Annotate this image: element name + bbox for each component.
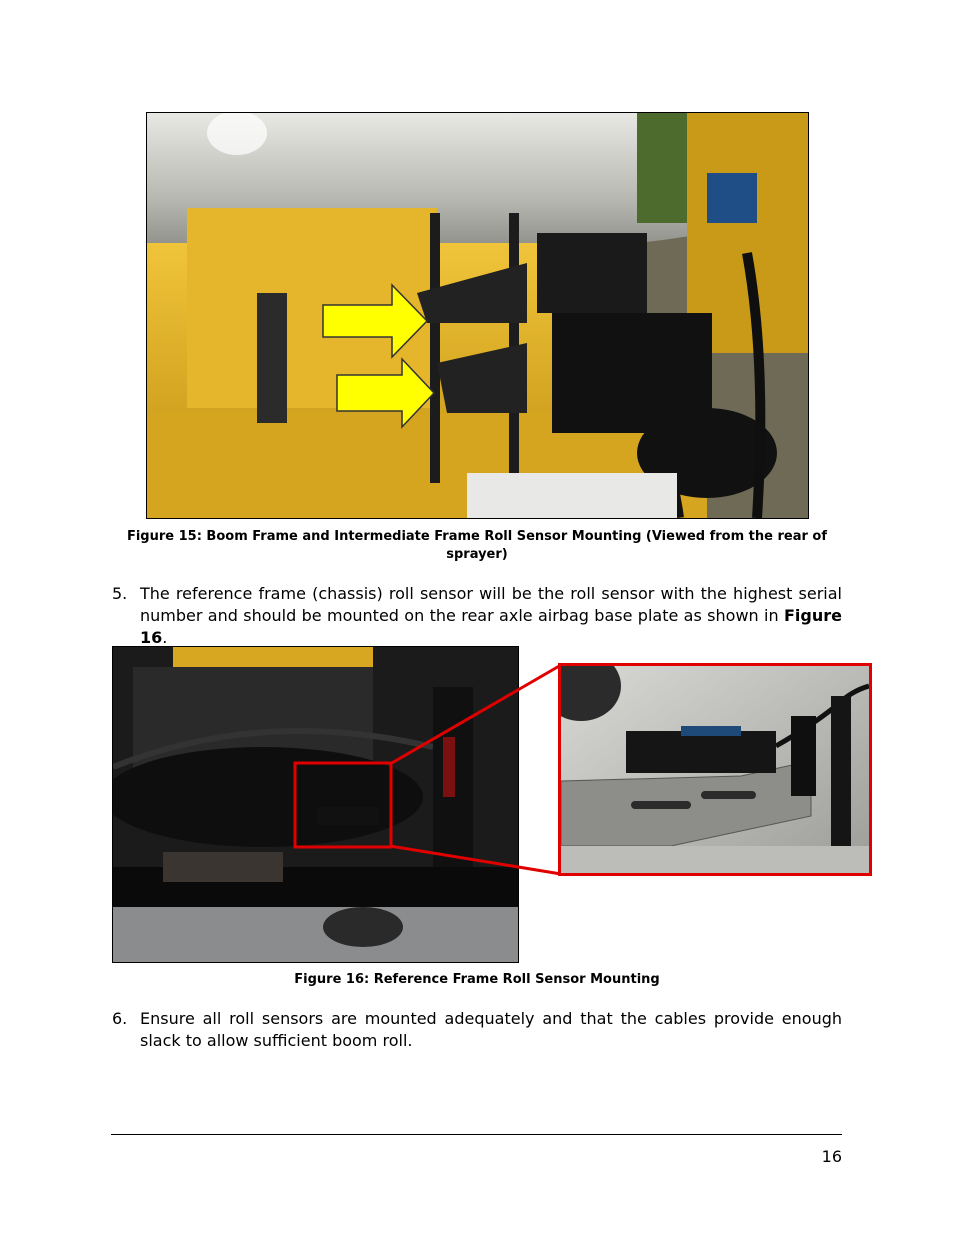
roll-sensor (626, 731, 776, 773)
step-5-text-after: . (162, 628, 168, 647)
figure-16-photo (112, 646, 519, 963)
footer-rule (111, 1134, 842, 1135)
step-5-text-before: The reference frame (chassis) roll sensor will be the roll sensor with the highest serial number and should be mounted on the rear axle airbag base plate as shown in (140, 584, 842, 625)
page-number: 16 (821, 1147, 842, 1166)
step-6-text: Ensure all roll sensors are mounted adequately and that the cables provide enough slack to allow sufficient boom roll. (140, 1009, 842, 1050)
step-6-number: 6. (112, 1009, 128, 1028)
step-5-number: 5. (112, 584, 128, 603)
figure-15-photo (146, 112, 809, 519)
figure-16-reference: Figure 16 (140, 606, 842, 647)
figure-15-illustration (147, 113, 808, 518)
figure-16-illustration (113, 647, 518, 962)
figure-16-caption: Figure 16: Reference Frame Roll Sensor Mounting (294, 972, 660, 987)
zoom-inset-illustration (561, 666, 869, 873)
figure-16-zoom-inset (558, 663, 872, 876)
figure-15-caption: Figure 15: Boom Frame and Intermediate Frame Roll Sensor Mounting (Viewed from the rear of sprayer) (126, 529, 828, 562)
step-5-text (140, 583, 842, 649)
